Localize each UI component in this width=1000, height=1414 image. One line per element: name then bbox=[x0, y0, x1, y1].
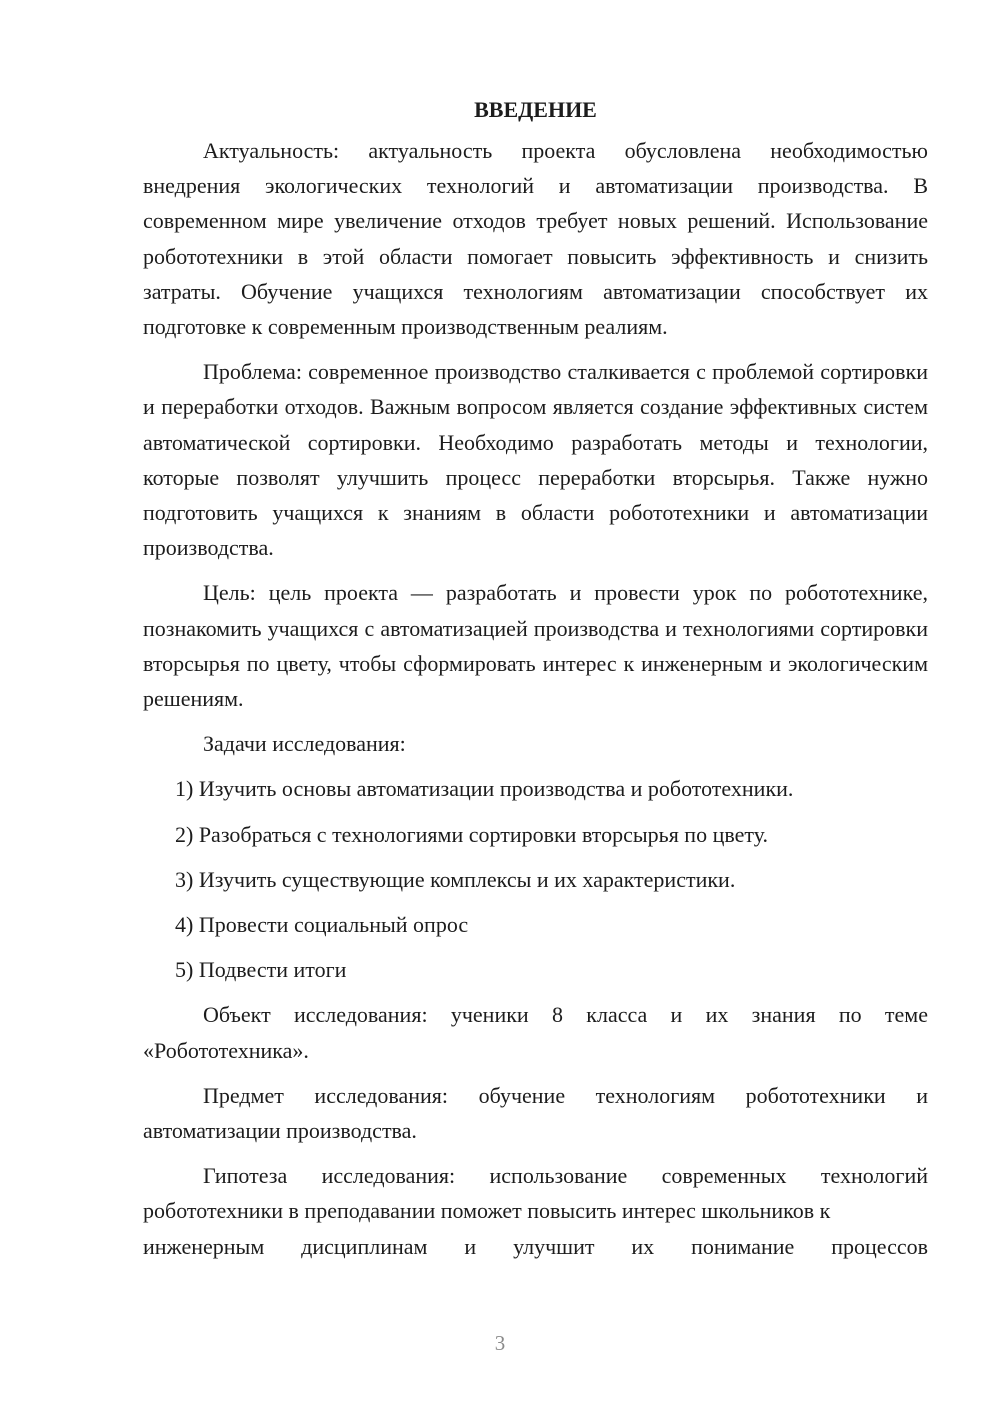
object-paragraph: Объект исследования: ученики 8 класса и их знания по теме «Робототехника». bbox=[143, 1002, 928, 1063]
tasks-heading: Задачи исследования: bbox=[203, 731, 406, 757]
relevance-paragraph: Актуальность: актуальность проекта обусловлена необходимостью внедрения экологических технологий и автоматизации производства. В современном мире увеличение отходов требует новых решений. Использование робототехники в этой области помогает повысить эффективность и снизить затраты. Обучение учащихся технологиям автоматизации способствует их подготовке к современным производственным реалиям. bbox=[143, 138, 928, 340]
tasks-list bbox=[143, 771, 928, 987]
page-content bbox=[143, 92, 928, 1264]
list-item: 3) Изучить существующие комплексы и их характеристики. bbox=[175, 866, 736, 892]
hypothesis-last-line: инженерным дисциплинам и улучшит их понимание процессов bbox=[143, 1233, 928, 1259]
list-item: 4) Провести социальный опрос bbox=[175, 912, 469, 938]
problem-paragraph: Проблема: современное производство сталкивается с проблемой сортировки и переработки отходов. Важным вопросом является создание эффективных систем автоматической сортировки. Необходимо разработать методы и технологии, которые позволят улучшить процесс переработки вторсырья. Также нужно подготовить учащихся к знаниям в области робототехники и автоматизации производства. bbox=[143, 359, 928, 561]
subject-paragraph: Предмет исследования: обучение технологиям робототехники и автоматизации производства. bbox=[143, 1082, 928, 1144]
section-title: ВВЕДЕНИЕ bbox=[474, 97, 597, 122]
hypothesis-paragraph bbox=[143, 1158, 928, 1264]
list-item: 5) Подвести итоги bbox=[175, 957, 347, 983]
goal-paragraph: Цель: цель проекта — разработать и провести урок по робототехнике, познакомить учащихся с автоматизацией производства и технологиями сортировки вторсырья по цвету, чтобы сформировать интерес к инженерным и экологическим решениям. bbox=[143, 580, 928, 712]
page-number: 3 bbox=[494, 1331, 506, 1355]
list-item: 1) Изучить основы автоматизации производства и робототехники. bbox=[175, 776, 794, 802]
list-item: 2) Разобраться с технологиями сортировки вторсырья по цвету. bbox=[175, 821, 769, 847]
hypothesis-text: Гипотеза исследования: использование современных технологий робототехники в преподавании поможет повысить интерес школьников к bbox=[143, 1163, 928, 1224]
